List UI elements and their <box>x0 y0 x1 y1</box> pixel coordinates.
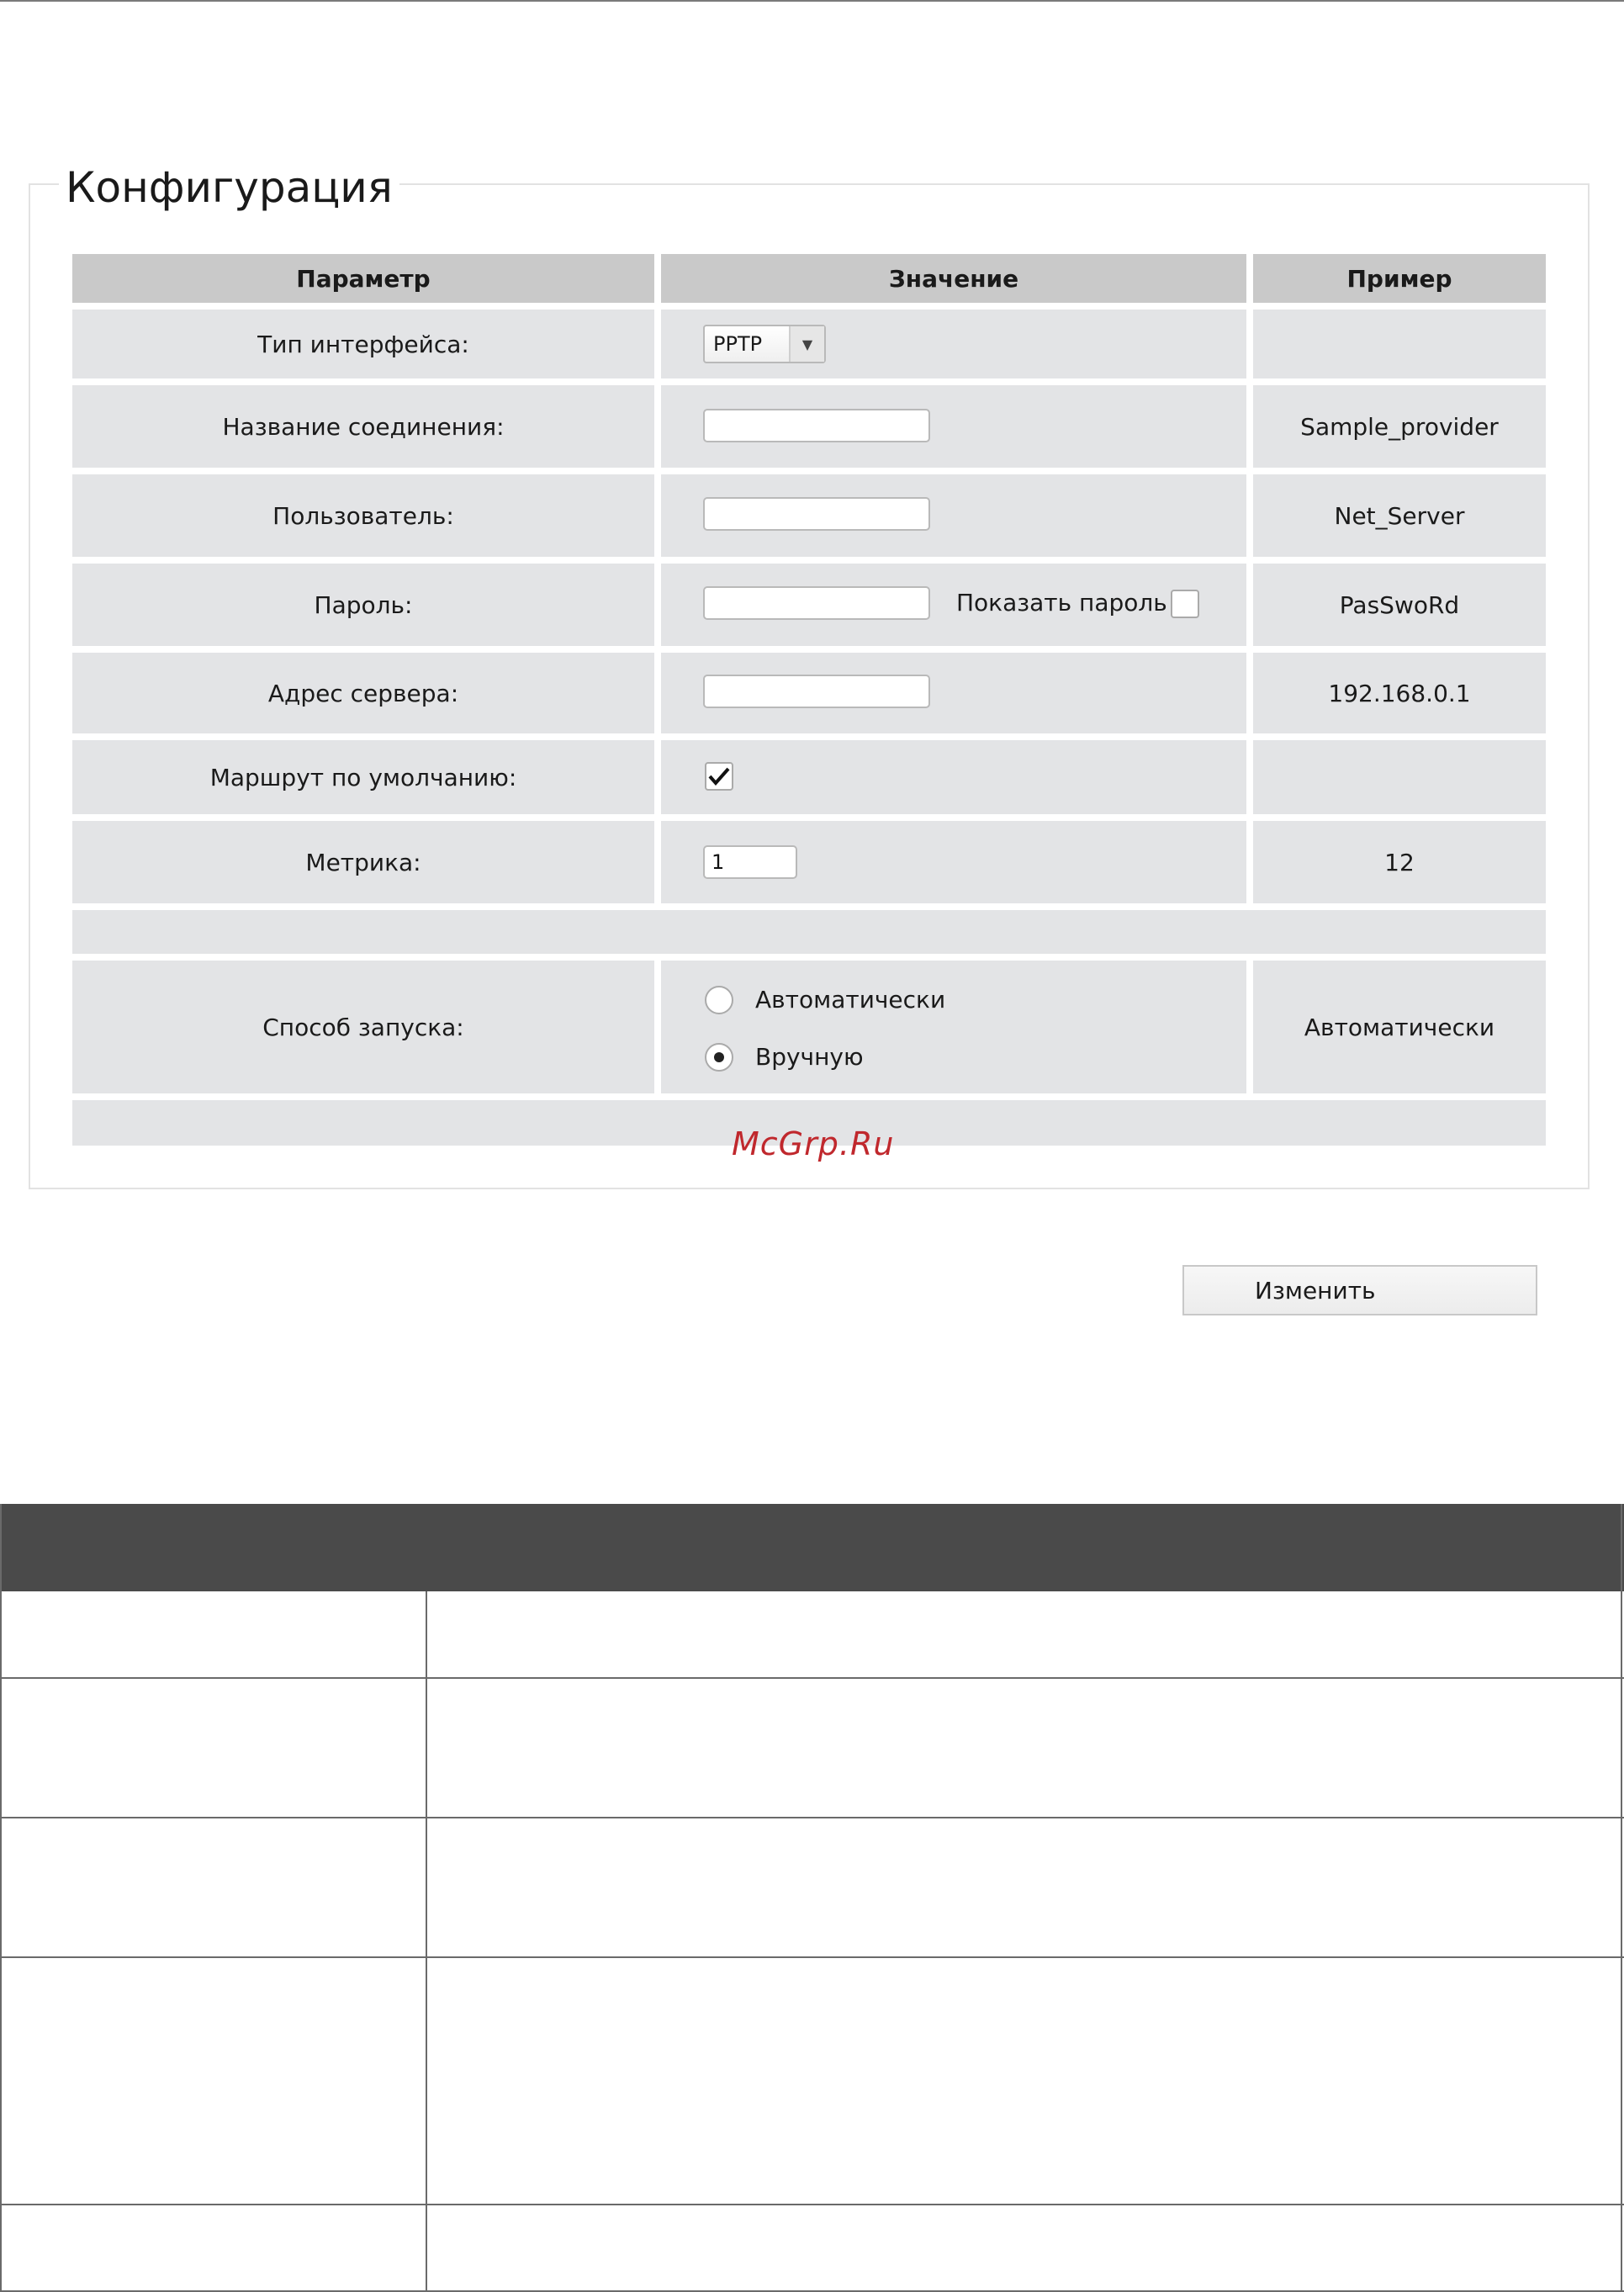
interface-type-select[interactable] <box>703 325 826 363</box>
doc-table-header <box>0 1504 1624 1591</box>
radio-automatic-label: Автоматически <box>755 986 946 1014</box>
doc-cell-left <box>0 1679 427 1817</box>
config-legend: Конфигурация <box>59 158 399 217</box>
interface-type-selected: PPTP <box>713 332 763 356</box>
metric-label: Метрика: <box>72 821 654 903</box>
watermark-text: McGrp.Ru <box>732 1125 895 1162</box>
header-param: Параметр <box>72 254 654 303</box>
start-mode-example: Автоматически <box>1253 961 1546 1093</box>
doc-cell-left <box>0 1591 427 1677</box>
server-address-input[interactable] <box>703 675 930 708</box>
radio-selected-dot <box>714 1052 724 1062</box>
show-password-label: Показать пароль <box>956 589 1167 617</box>
doc-table-row <box>0 1591 1624 1679</box>
metric-example: 12 <box>1253 821 1546 903</box>
header-example: Пример <box>1253 254 1546 303</box>
connection-name-example: Sample_provider <box>1253 385 1546 468</box>
top-rule <box>0 0 1624 2</box>
connection-name-input[interactable] <box>703 409 930 442</box>
radio-manual[interactable] <box>705 1043 733 1072</box>
password-example: PasSwoRd <box>1253 564 1546 646</box>
doc-table-row <box>0 2205 1624 2292</box>
header-value: Значение <box>661 254 1246 303</box>
interface-type-label: Тип интерфейса: <box>72 310 654 378</box>
show-password-checkbox[interactable] <box>1171 590 1199 618</box>
check-icon <box>708 766 730 786</box>
radio-manual-label: Вручную <box>755 1043 864 1071</box>
metric-input[interactable] <box>703 845 797 879</box>
default-route-example-cell <box>1253 740 1546 814</box>
chevron-down-icon[interactable]: ▼ <box>789 326 824 362</box>
user-example: Net_Server <box>1253 474 1546 557</box>
default-route-value-cell <box>661 740 1246 814</box>
user-label: Пользователь: <box>72 474 654 557</box>
start-mode-value-cell <box>661 961 1246 1093</box>
connection-name-label: Название соединения: <box>72 385 654 468</box>
default-route-label: Маршрут по умолчанию: <box>72 740 654 814</box>
interface-type-example-cell <box>1253 310 1546 378</box>
doc-cell-left <box>0 2205 427 2290</box>
user-input[interactable] <box>703 497 930 531</box>
server-address-label: Адрес сервера: <box>72 653 654 733</box>
spacer-row <box>72 910 1546 954</box>
doc-table-row <box>0 1818 1624 1958</box>
server-address-example: 192.168.0.1 <box>1253 653 1546 733</box>
password-label: Пароль: <box>72 564 654 646</box>
radio-automatic[interactable] <box>705 986 733 1014</box>
doc-cell-left <box>0 1818 427 1956</box>
doc-table-row <box>0 1958 1624 2205</box>
start-mode-label: Способ запуска: <box>72 961 654 1093</box>
default-route-checkbox[interactable] <box>705 762 733 791</box>
password-input[interactable] <box>703 586 930 620</box>
doc-table-row <box>0 1679 1624 1818</box>
change-button[interactable]: Изменить <box>1182 1265 1537 1315</box>
doc-cell-left <box>0 1958 427 2204</box>
